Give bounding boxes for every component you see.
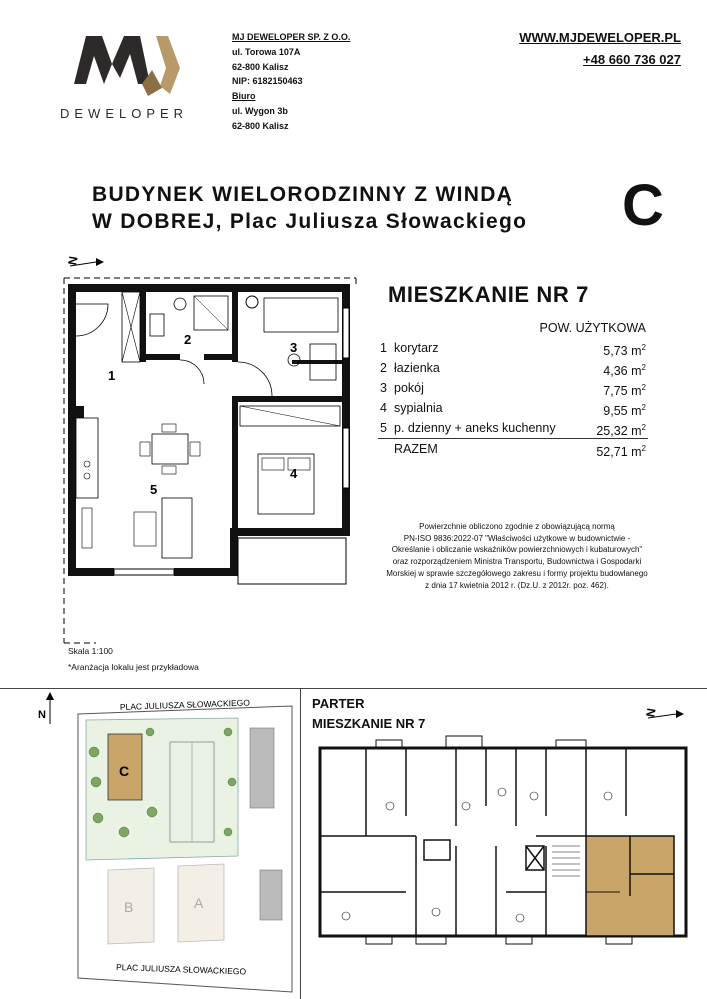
plan-north-label: N — [65, 255, 81, 267]
room-number-label: 4 — [290, 466, 298, 481]
room-area: 5,73 $m^2$ — [603, 343, 646, 359]
section-divider — [0, 688, 707, 689]
apartment-heading: MIESZKANIE NR 7 — [388, 282, 589, 307]
total-area: 52,71 $m^2$ — [596, 444, 646, 460]
street-label-bottom: PLAC JULIUSZA SŁOWACKIEGO — [115, 962, 247, 977]
room-num: 1 — [380, 341, 387, 355]
floor-overview-plan — [306, 696, 698, 996]
area-row — [378, 418, 648, 438]
total-label: RAZEM — [394, 442, 438, 456]
standard-note — [372, 521, 662, 591]
room-name: p. dzienny + aneks kuchenny — [394, 421, 556, 435]
website-link[interactable]: WWW.MJDEWELOPER.PL — [519, 30, 681, 45]
street-label-top: PLAC JULIUSZA SŁOWACKIEGO — [119, 697, 251, 712]
room-name: pokój — [394, 381, 424, 395]
company-info — [232, 30, 350, 134]
area-row — [378, 398, 648, 418]
plan-north-arrow-icon — [65, 255, 104, 266]
building-title — [92, 181, 527, 235]
logo-brand-text: DEWELOPER — [60, 106, 189, 121]
floor-north-label: N — [643, 707, 659, 719]
area-row — [378, 378, 648, 398]
room-num: 5 — [380, 421, 387, 435]
room-num: 3 — [380, 381, 387, 395]
site-building-label: C — [119, 763, 130, 779]
room-area: 9,55 $m^2$ — [603, 403, 646, 419]
apartment-floor-plan — [56, 248, 362, 648]
floor-apartment: MIESZKANIE NR 7 — [312, 716, 426, 731]
company-city: 62-800 Kalisz — [232, 61, 289, 72]
company-nip: NIP: 6182150463 — [232, 76, 303, 87]
floor-level: PARTER — [312, 696, 365, 711]
section-divider-vertical — [300, 688, 301, 999]
room-name: łazienka — [394, 361, 440, 375]
note-line: Morskiej w sprawie szczegółowego zakresu i formy projektu budowlanego — [386, 568, 648, 578]
room-name: korytarz — [394, 341, 439, 355]
phone-link[interactable]: +48 660 736 027 — [583, 52, 681, 67]
note-line: oraz rozporządzeniem Ministra Transportu, Budownictwa i Gospodarki — [392, 557, 642, 567]
site-building-label: A — [194, 895, 204, 911]
note-line: z dnia 17 kwietnia 2012 r. (Dz.U. z 2012r. poz. 462). — [425, 580, 609, 590]
plan-scale: Skala 1:100 — [68, 646, 113, 656]
area-row — [378, 338, 648, 358]
note-line: Powierzchnie obliczono zgodnie z obowiązującą normą — [419, 522, 615, 531]
area-header: POW. UŻYTKOWA — [539, 321, 646, 335]
room-number-label: 3 — [290, 340, 298, 355]
area-row — [378, 358, 648, 378]
area-table — [378, 318, 648, 459]
room-number-label: 1 — [108, 368, 116, 383]
company-street: ul. Torowa 107A — [232, 46, 301, 57]
room-num: 2 — [380, 361, 387, 375]
room-area: 4,36 $m^2$ — [603, 363, 646, 379]
arrangement-note: *Aranżacja lokalu jest przykładowa — [68, 662, 199, 672]
site-north-label: N — [38, 709, 46, 721]
site-north-arrow-icon — [38, 692, 54, 724]
office-label: Biuro — [232, 91, 256, 102]
title-line-2: W DOBREJ, Plac Juliusza Słowackiego — [92, 210, 528, 233]
note-line: Określanie i obliczanie wskaźników powierzchniowych i kubaturowych" — [391, 545, 643, 555]
contact-block — [519, 27, 681, 71]
site-building-label: B — [124, 899, 134, 915]
building-letter: C — [622, 173, 664, 238]
area-total-row — [378, 438, 648, 459]
room-number-label: 2 — [184, 332, 192, 347]
title-line-1: BUDYNEK WIELORODZINNY Z WINDĄ — [92, 183, 514, 206]
room-name: sypialnia — [394, 401, 443, 415]
room-num: 4 — [380, 401, 387, 415]
room-number-label: 5 — [150, 482, 158, 497]
floor-north-arrow-icon — [643, 707, 684, 718]
company-name: MJ DEWELOPER SP. Z O.O. — [232, 32, 351, 42]
room-area: 25,32 $m^2$ — [596, 423, 646, 439]
office-street: ul. Wygon 3b — [232, 105, 288, 116]
site-map — [28, 692, 298, 997]
office-city: 62-800 Kalisz — [232, 120, 289, 131]
note-line: PN-ISO 9836:2022-07 "Właściwości użytkowe w budownictwie - — [403, 533, 631, 543]
room-area: 7,75 $m^2$ — [603, 383, 646, 399]
